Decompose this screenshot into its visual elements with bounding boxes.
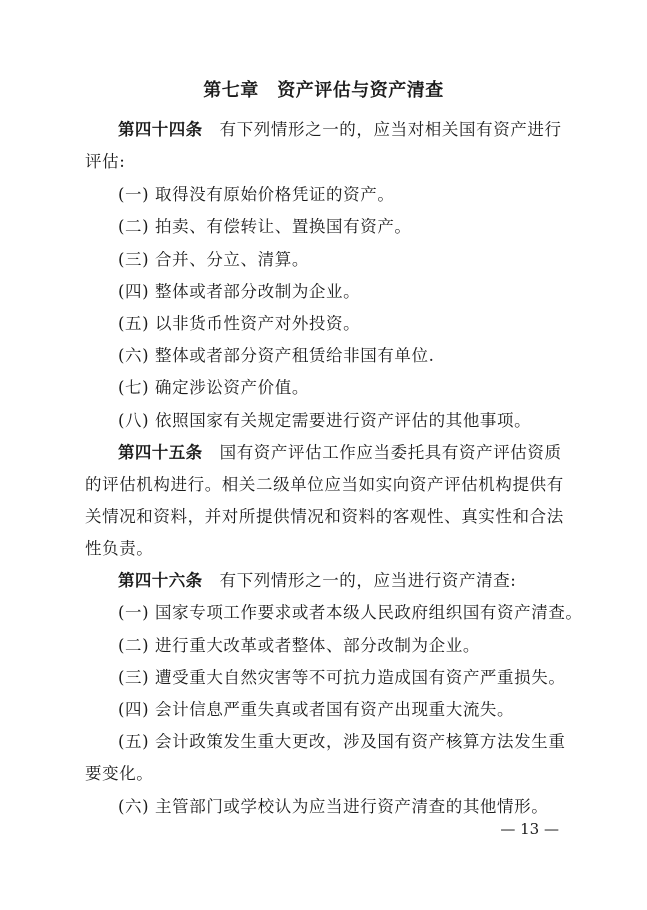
article-45-label: 第四十五条 (118, 443, 203, 462)
article-44-line-2: 评估: (85, 152, 126, 171)
list-item: (三) 遭受重大自然灾害等不可抗力造成国有资产严重损失。 (118, 668, 566, 687)
list-item: (五) 以非货币性资产对外投资。 (118, 314, 361, 333)
list-item: (三) 合并、分立、清算。 (118, 250, 309, 269)
article-46-line-1 (118, 569, 516, 593)
list-item: (六) 整体或者部分资产租赁给非国有单位. (118, 346, 435, 365)
list-item: (二) 拍卖、有偿转让、置换国有资产。 (118, 217, 412, 236)
article-44-label: 第四十四条 (118, 120, 203, 139)
list-item-continuation: 要变化。 (85, 764, 154, 783)
article-44-line-1 (118, 118, 562, 142)
list-item: (七) 确定涉讼资产价值。 (118, 378, 309, 397)
list-item: (八) 依照国家有关规定需要进行资产评估的其他事项。 (118, 411, 532, 430)
article-45-text: 国有资产评估工作应当委托具有资产评估资质 (202, 443, 562, 462)
article-45-line-4: 性负责。 (85, 539, 154, 558)
list-item: (一) 国家专项工作要求或者本级人民政府组织国有资产清查。 (118, 603, 583, 622)
article-45-line-1 (118, 441, 562, 465)
article-46-text: 有下列情形之一的，应当进行资产清查: (202, 571, 517, 590)
list-item: (六) 主管部门或学校认为应当进行资产清查的其他情形。 (118, 797, 549, 816)
list-item: (四) 整体或者部分改制为企业。 (118, 282, 361, 301)
article-44-text: 有下列情形之一的，应当对相关国有资产进行 (202, 120, 562, 139)
list-item: (五) 会计政策发生重大更改，涉及国有资产核算方法发生重 (118, 732, 566, 751)
list-item: (一) 取得没有原始价格凭证的资产。 (118, 185, 395, 204)
list-item: (二) 进行重大改革或者整体、部分改制为企业。 (118, 636, 480, 655)
list-item: (四) 会计信息严重失真或者国有资产出现重大流失。 (118, 700, 515, 719)
page-number: — 13 — (500, 820, 559, 838)
article-45-line-2: 的评估机构进行。相关二级单位应当如实向资产评估机构提供有 (85, 475, 564, 494)
article-45-line-3: 关情况和资料，并对所提供情况和资料的客观性、真实性和合法 (85, 507, 564, 526)
chapter-title: 第七章 资产评估与资产清查 (203, 80, 444, 101)
article-46-label: 第四十六条 (118, 571, 203, 590)
